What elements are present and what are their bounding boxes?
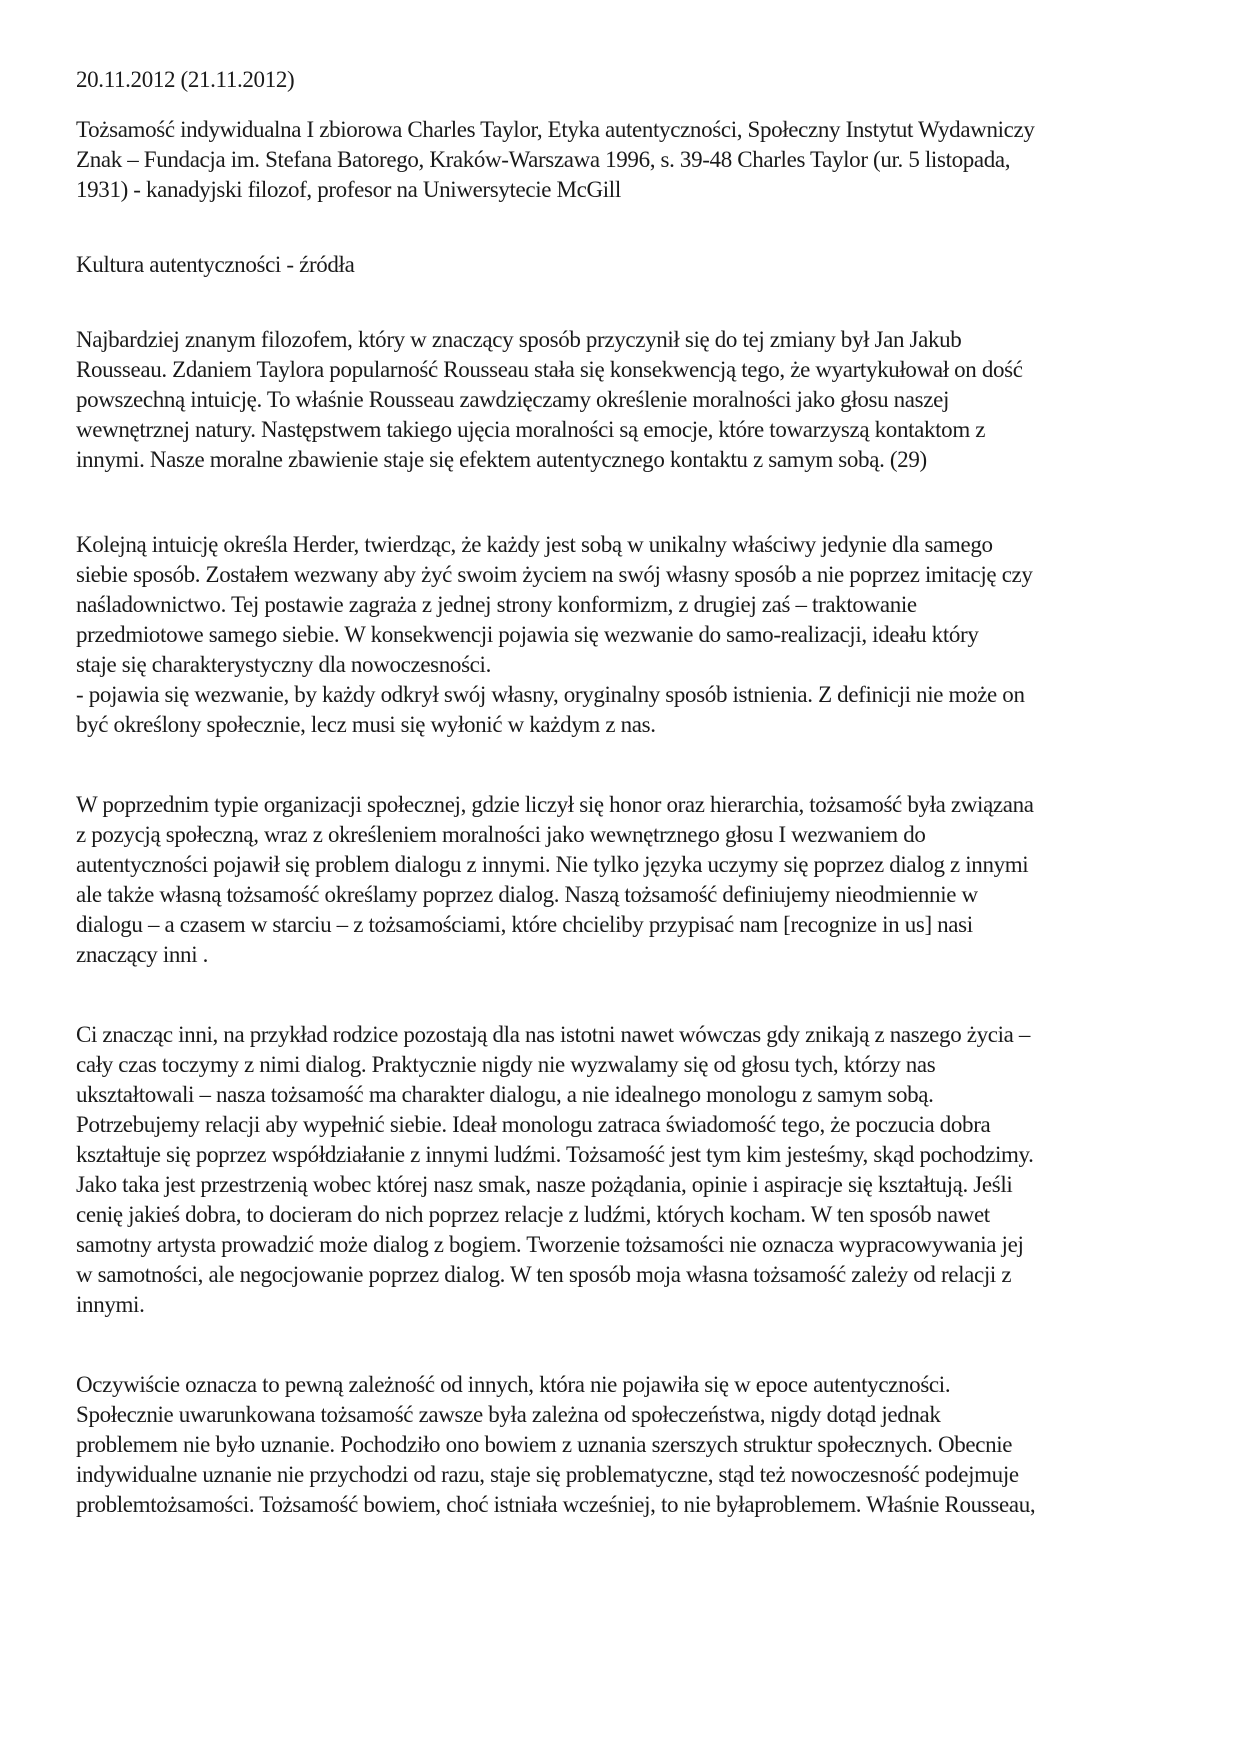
text-line: ale także własną tożsamość określamy poprzez dialog. Naszą tożsamość definiujemy nieodmiennie w xyxy=(76,882,978,907)
text-line: Rousseau. Zdaniem Taylora popularność Rousseau stała się konsekwencją tego, że wyartykułował on dość xyxy=(76,357,1023,382)
text-line: siebie sposób. Zostałem wezwany aby żyć swoim życiem na swój własny sposób a nie poprzez imitację czy xyxy=(76,562,1033,587)
section-heading: Kultura autentyczności - źródła xyxy=(76,252,355,277)
text-line: indywidualne uznanie nie przychodzi od razu, staje się problematyczne, stąd też nowoczesność podejmuje xyxy=(76,1462,1019,1487)
reference-line: 1931) - kanadyjski filozof, profesor na Uniwersytecie McGill xyxy=(76,177,621,202)
text-line: Oczywiście oznacza to pewną zależność od innych, która nie pojawiła się w epoce autentyczności. xyxy=(76,1372,951,1397)
text-line: Jako taka jest przestrzenią wobec której nasz smak, nasze pożądania, opinie i aspiracje się kształtują. Jeśli xyxy=(76,1172,1013,1197)
text-line: kształtuje się poprzez współdziałanie z innymi ludźmi. Tożsamość jest tym kim jesteśmy, skąd pochodzimy. xyxy=(76,1142,1034,1167)
text-line: dialogu – a czasem w starciu – z tożsamościami, które chcieliby przypisać nam [recognize in us] nasi xyxy=(76,912,973,937)
text-line: innymi. Nasze moralne zbawienie staje się efektem autentycznego kontaktu z samym sobą. (29) xyxy=(76,447,927,472)
text-line: problemtożsamości. Tożsamość bowiem, choć istniała wcześniej, to nie byłaproblemem. Właśnie Rousseau, xyxy=(76,1492,1036,1517)
text-line: z pozycją społeczną, wraz z określeniem moralności jako wewnętrznego głosu I wezwaniem do xyxy=(76,822,926,847)
text-line: przedmiotowe samego siebie. W konsekwencji pojawia się wezwanie do samo-realizacji, ideału który xyxy=(76,622,979,647)
text-line: cały czas toczymy z nimi dialog. Praktycznie nigdy nie wyzwalamy się od głosu tych, którzy nas xyxy=(76,1052,936,1077)
text-line: powszechną intuicję. To właśnie Rousseau zawdzięczamy określenie moralności jako głosu naszej xyxy=(76,387,949,412)
reference-line: Znak – Fundacja im. Stefana Batorego, Kraków-Warszawa 1996, s. 39-48 Charles Taylor (ur. 5 listopada, xyxy=(76,147,1011,172)
text-line: Ci znacząc inni, na przykład rodzice pozostają dla nas istotni nawet wówczas gdy znikają z naszego życia – xyxy=(76,1022,1031,1047)
date-line: 20.11.2012 (21.11.2012) xyxy=(76,67,295,92)
text-line: cenię jakieś dobra, to docieram do nich poprzez relacje z ludźmi, których kocham. W ten sposób nawet xyxy=(76,1202,990,1227)
reference-line: Tożsamość indywidualna I zbiorowa Charles Taylor, Etyka autentyczności, Społeczny Instytut Wydawniczy xyxy=(76,117,1035,142)
text-line: innymi. xyxy=(76,1292,145,1317)
text-line: Kolejną intuicję określa Herder, twierdząc, że każdy jest sobą w unikalny właściwy jedynie dla samego xyxy=(76,532,993,557)
text-line: staje się charakterystyczny dla nowoczesności. xyxy=(76,652,491,677)
text-line: - pojawia się wezwanie, by każdy odkrył swój własny, oryginalny sposób istnienia. Z definicji nie może on xyxy=(76,682,1025,707)
text-line: ukształtowali – nasza tożsamość ma charakter dialogu, a nie idealnego monologu z samym sobą. xyxy=(76,1082,934,1107)
text-line: w samotności, ale negocjowanie poprzez dialog. W ten sposób moja własna tożsamość zależy od relacji z xyxy=(76,1262,1012,1287)
text-line: Najbardziej znanym filozofem, który w znaczący sposób przyczynił się do tej zmiany był Jan Jakub xyxy=(76,327,962,352)
text-line: Społecznie uwarunkowana tożsamość zawsze była zależna od społeczeństwa, nigdy dotąd jednak xyxy=(76,1402,941,1427)
text-line: Potrzebujemy relacji aby wypełnić siebie. Ideał monologu zatraca świadomość tego, że poczucia dobra xyxy=(76,1112,991,1137)
text-line: autentyczności pojawił się problem dialogu z innymi. Nie tylko języka uczymy się poprzez dialog z innymi xyxy=(76,852,1029,877)
text-line: problemem nie było uznanie. Pochodziło ono bowiem z uznania szerszych struktur społecznych. Obecnie xyxy=(76,1432,1013,1457)
text-line: być określony społecznie, lecz musi się wyłonić w każdym z nas. xyxy=(76,712,656,737)
text-line: naśladownictwo. Tej postawie zagraża z jednej strony konformizm, z drugiej zaś – traktowanie xyxy=(76,592,917,617)
text-line: wewnętrznej natury. Następstwem takiego ujęcia moralności są emocje, które towarzyszą kontaktom z xyxy=(76,417,986,442)
text-line: W poprzednim typie organizacji społecznej, gdzie liczył się honor oraz hierarchia, tożsamość była związana xyxy=(76,792,1034,817)
text-line: samotny artysta prowadzić może dialog z bogiem. Tworzenie tożsamości nie oznacza wypracowywania jej xyxy=(76,1232,1024,1257)
text-line: znaczący inni . xyxy=(76,942,209,967)
